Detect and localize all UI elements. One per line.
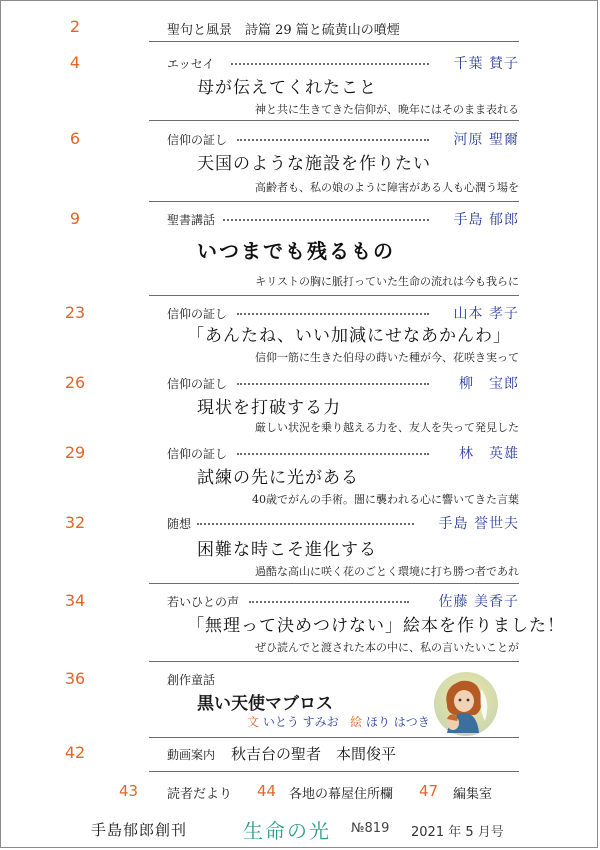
author-name: 柳 宝郎: [459, 376, 519, 392]
story-illustration: [433, 671, 499, 737]
article-subtitle: 40歳でがんの手術。闇に襲われる心に響いてきた言葉: [252, 493, 519, 506]
toc-entry[interactable]: [1, 511, 599, 583]
toc-entry[interactable]: [1, 49, 599, 119]
page-number: 29: [64, 443, 86, 462]
video-title: 秋吉台の聖者 本間俊平: [231, 745, 397, 763]
author-name: 千葉 賛子: [453, 56, 519, 72]
item-label: 各地の幕屋住所欄: [289, 787, 394, 802]
entry-title: 聖句と風景 詩篇 29 篇と硫黄山の噴煙: [167, 23, 400, 38]
page-number: 36: [64, 669, 86, 688]
author-name: 佐藤 美香子: [438, 594, 519, 610]
art-credit-label: 絵: [350, 715, 363, 729]
page-number: 34: [64, 591, 86, 610]
leader-dots: [237, 139, 429, 141]
toc-entry-story[interactable]: [1, 667, 599, 737]
article-subtitle: 神と共に生きてきた信仰が、晩年にはそのまま表れる: [255, 103, 519, 116]
article-title: 困難な時こそ進化する: [197, 540, 377, 560]
author-name: 手島 郁郎: [453, 212, 519, 228]
page-number: 23: [64, 303, 86, 322]
page-number: 43: [119, 782, 139, 800]
art-credit-author: ほり はつき: [365, 715, 430, 729]
magazine-title: 生命の光: [243, 819, 331, 843]
page-number: 32: [64, 513, 86, 532]
page-number: 26: [64, 373, 86, 392]
article-subtitle: 信仰一筋に生きた伯母の蒔いた種が今、花咲き実って: [255, 351, 519, 364]
page-number: 47: [419, 782, 439, 800]
issue-number: №819: [351, 821, 390, 836]
divider: [149, 41, 519, 42]
divider: [149, 120, 519, 121]
leader-dots: [197, 523, 414, 525]
article-title: 現状を打破する力: [197, 398, 341, 418]
issue-date: 2021 年 5 月号: [411, 825, 504, 840]
toc-entry[interactable]: [1, 441, 599, 511]
toc-entry[interactable]: [1, 301, 599, 371]
founder-credit: 手島郁郎創刊: [91, 821, 188, 839]
article-subtitle: 過酷な高山に咲く花のごとく環境に打ち勝つ者であれ: [255, 565, 519, 578]
toc-entry[interactable]: [1, 127, 599, 197]
bottom-item[interactable]: [257, 781, 394, 802]
divider: [149, 737, 519, 738]
category-label: 信仰の証し: [167, 377, 228, 391]
story-title: 黒い天使マブロス: [197, 694, 333, 714]
page-number: 2: [69, 17, 81, 36]
bottom-item[interactable]: [419, 781, 493, 802]
page-number: 6: [69, 129, 81, 148]
leader-dots: [249, 601, 409, 603]
divider: [149, 771, 519, 772]
article-subtitle: 厳しい状況を乗り越える力を、友人を失って発見した: [255, 421, 519, 434]
article-title: いつまでも残るもの: [197, 239, 395, 263]
divider: [149, 661, 519, 662]
article-title: 試練の先に光がある: [197, 468, 359, 488]
category-label: 信仰の証し: [167, 447, 228, 461]
toc-entry-video[interactable]: [1, 741, 599, 771]
article-title: 天国のような施設を作りたい: [197, 154, 431, 174]
divider: [149, 583, 519, 584]
text-credit-label: 文: [247, 715, 260, 729]
footer: [1, 807, 599, 847]
article-subtitle: ぜひ読んでと渡された本の中に、私の言いたいことが: [255, 641, 519, 654]
category-label: 随想: [167, 517, 192, 531]
leader-dots: [231, 63, 429, 65]
page-number: 4: [69, 53, 81, 72]
toc-entry[interactable]: [1, 371, 599, 441]
article-subtitle: キリストの胸に脈打っていた生命の流れは今も我らに: [255, 275, 519, 288]
category-label: 聖書講話: [167, 213, 216, 227]
category-label: 信仰の証し: [167, 307, 228, 321]
category-label: 動画案内: [167, 748, 216, 762]
item-label: 編集室: [453, 787, 493, 802]
article-title: 母が伝えてくれたこと: [197, 78, 377, 98]
text-credit-author: いとう すみお: [262, 715, 339, 729]
category-label: 創作童話: [167, 673, 216, 687]
category-label: 若いひとの声: [167, 595, 240, 609]
toc-entry[interactable]: [1, 589, 599, 661]
leader-dots: [237, 453, 429, 455]
item-label: 読者だより: [167, 787, 233, 802]
leader-dots: [223, 219, 429, 221]
page-number: 44: [257, 782, 277, 800]
leader-dots: [237, 383, 429, 385]
divider: [149, 295, 519, 296]
page-number: 9: [69, 209, 81, 228]
author-name: 山本 孝子: [453, 306, 519, 322]
article-subtitle: 高齢者も、私の娘のように障害がある人も心潤う場を: [255, 181, 519, 194]
author-name: 河原 聖爾: [453, 132, 519, 148]
leader-dots: [237, 313, 429, 315]
divider: [149, 201, 519, 202]
author-name: 手島 誉世夫: [438, 516, 519, 532]
page-number: 42: [64, 743, 86, 762]
author-name: 林 英雄: [459, 446, 519, 462]
story-credits: [247, 713, 430, 730]
article-title: 「あんたね、いい加減にせなあかんわ」: [187, 326, 511, 346]
category-label: エッセイ: [167, 57, 215, 71]
category-label: 信仰の証し: [167, 133, 228, 147]
toc-entry[interactable]: [1, 207, 599, 295]
article-title: 「無理って決めつけない」絵本を作りました！: [187, 616, 565, 636]
bottom-item[interactable]: [119, 781, 233, 802]
